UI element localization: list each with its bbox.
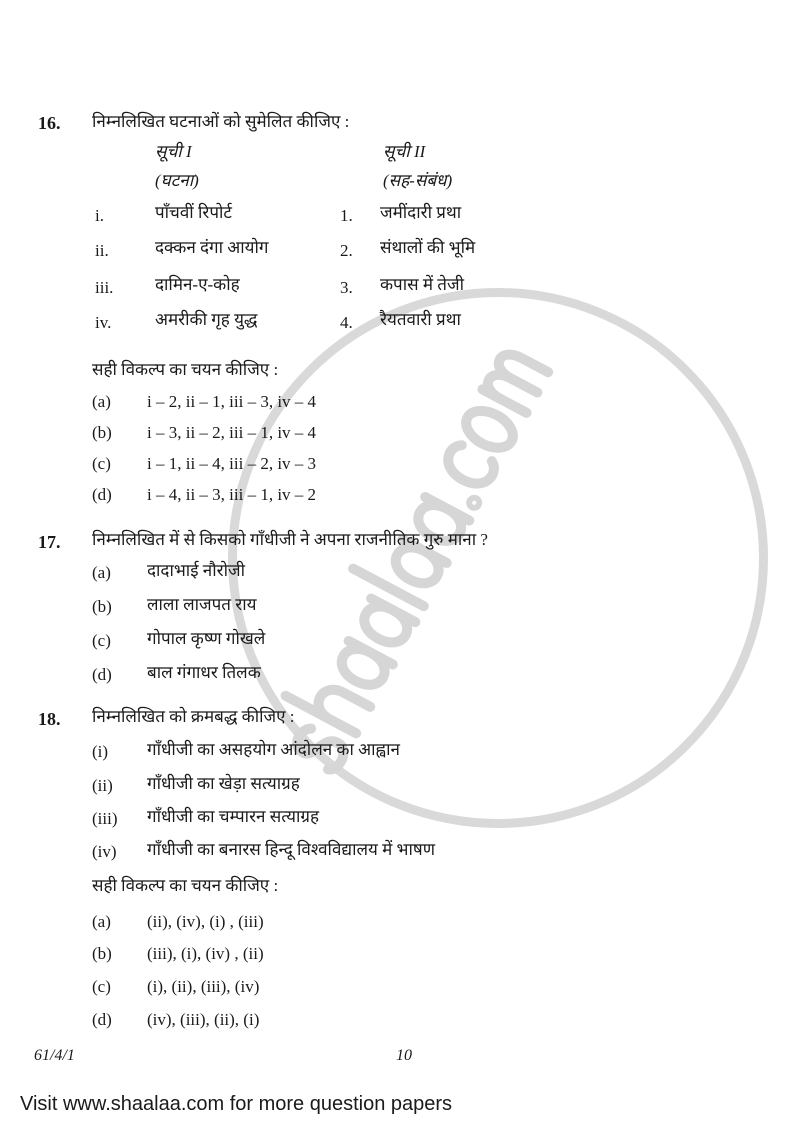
row-event: अमरीकी गृह युद्ध: [155, 310, 258, 329]
question-number: 18.: [38, 709, 61, 729]
list1-subtitle: (घटना): [155, 171, 199, 190]
option-label: (b): [92, 423, 112, 442]
row-label: iii.: [95, 278, 114, 297]
list1-title: सूची I: [155, 142, 192, 161]
option-text: (ii), (iv), (i) , (iii): [147, 912, 264, 931]
option-label: (d): [92, 485, 112, 504]
row-event: पाँचवीं रिपोर्ट: [155, 203, 232, 222]
option-text: लाला लाजपत राय: [147, 595, 257, 614]
page-number: 10: [396, 1047, 412, 1064]
item-label: (ii): [92, 776, 113, 795]
item-label: (iii): [92, 809, 118, 828]
option-label: (c): [92, 454, 111, 473]
question-number: 17.: [38, 532, 61, 552]
prompt-text: सही विकल्प का चयन कीजिए :: [92, 360, 279, 379]
row-number: 2.: [340, 241, 353, 260]
row-number: 1.: [340, 206, 353, 225]
question-text: निम्नलिखित घटनाओं को सुमेलित कीजिए :: [92, 112, 350, 131]
row-relation: रैयतवारी प्रथा: [380, 310, 461, 329]
question-number: 16.: [38, 113, 61, 133]
option-text: i – 4, ii – 3, iii – 1, iv – 2: [147, 485, 317, 504]
row-label: ii.: [95, 241, 109, 260]
option-label: (a): [92, 912, 111, 931]
question-text: निम्नलिखित में से किसको गाँधीजी ने अपना राजनीतिक गुरु माना ?: [92, 530, 488, 549]
paper-code: 61/4/1: [34, 1047, 75, 1064]
list2-title: सूची II: [383, 142, 426, 161]
prompt-text: सही विकल्प का चयन कीजिए :: [92, 876, 279, 895]
option-text: i – 1, ii – 4, iii – 2, iv – 3: [147, 454, 317, 473]
option-label: (d): [92, 665, 112, 684]
row-relation: कपास में तेजी: [380, 275, 464, 294]
option-text: (iv), (iii), (ii), (i): [147, 1010, 260, 1029]
item-text: गाँधीजी का बनारस हिन्दू विश्वविद्यालय में भाषण: [147, 840, 436, 859]
row-number: 3.: [340, 278, 353, 297]
option-text: (iii), (i), (iv) , (ii): [147, 944, 264, 963]
option-text: गोपाल कृष्ण गोखले: [147, 629, 266, 648]
option-label: (b): [92, 944, 112, 963]
option-text: i – 2, ii – 1, iii – 3, iv – 4: [147, 392, 317, 411]
row-number: 4.: [340, 313, 353, 332]
item-text: गाँधीजी का असहयोग आंदोलन का आह्वान: [147, 740, 400, 759]
row-event: दक्कन दंगा आयोग: [155, 238, 269, 257]
option-text: i – 3, ii – 2, iii – 1, iv – 4: [147, 423, 317, 442]
item-label: (iv): [92, 842, 117, 861]
option-label: (d): [92, 1010, 112, 1029]
row-event: दामिन-ए-कोह: [155, 275, 240, 294]
option-label: (a): [92, 563, 111, 582]
question-text: निम्नलिखित को क्रमबद्ध कीजिए :: [92, 707, 295, 726]
item-label: (i): [92, 742, 109, 761]
option-text: दादाभाई नौरोजी: [147, 561, 246, 580]
row-label: i.: [95, 206, 104, 225]
visit-link[interactable]: Visit www.shaalaa.com for more question papers: [20, 1093, 453, 1115]
list2-subtitle: (सह-संबंध): [383, 171, 453, 190]
option-text: (i), (ii), (iii), (iv): [147, 977, 260, 996]
item-text: गाँधीजी का खेड़ा सत्याग्रह: [147, 774, 300, 793]
option-label: (a): [92, 392, 111, 411]
item-text: गाँधीजी का चम्पारन सत्याग्रह: [147, 807, 320, 826]
option-label: (b): [92, 597, 112, 616]
option-text: बाल गंगाधर तिलक: [147, 663, 261, 682]
option-label: (c): [92, 977, 111, 996]
option-label: (c): [92, 631, 111, 650]
row-relation: जमींदारी प्रथा: [380, 203, 462, 222]
row-label: iv.: [95, 313, 112, 332]
row-relation: संथालों की भूमि: [380, 238, 476, 257]
